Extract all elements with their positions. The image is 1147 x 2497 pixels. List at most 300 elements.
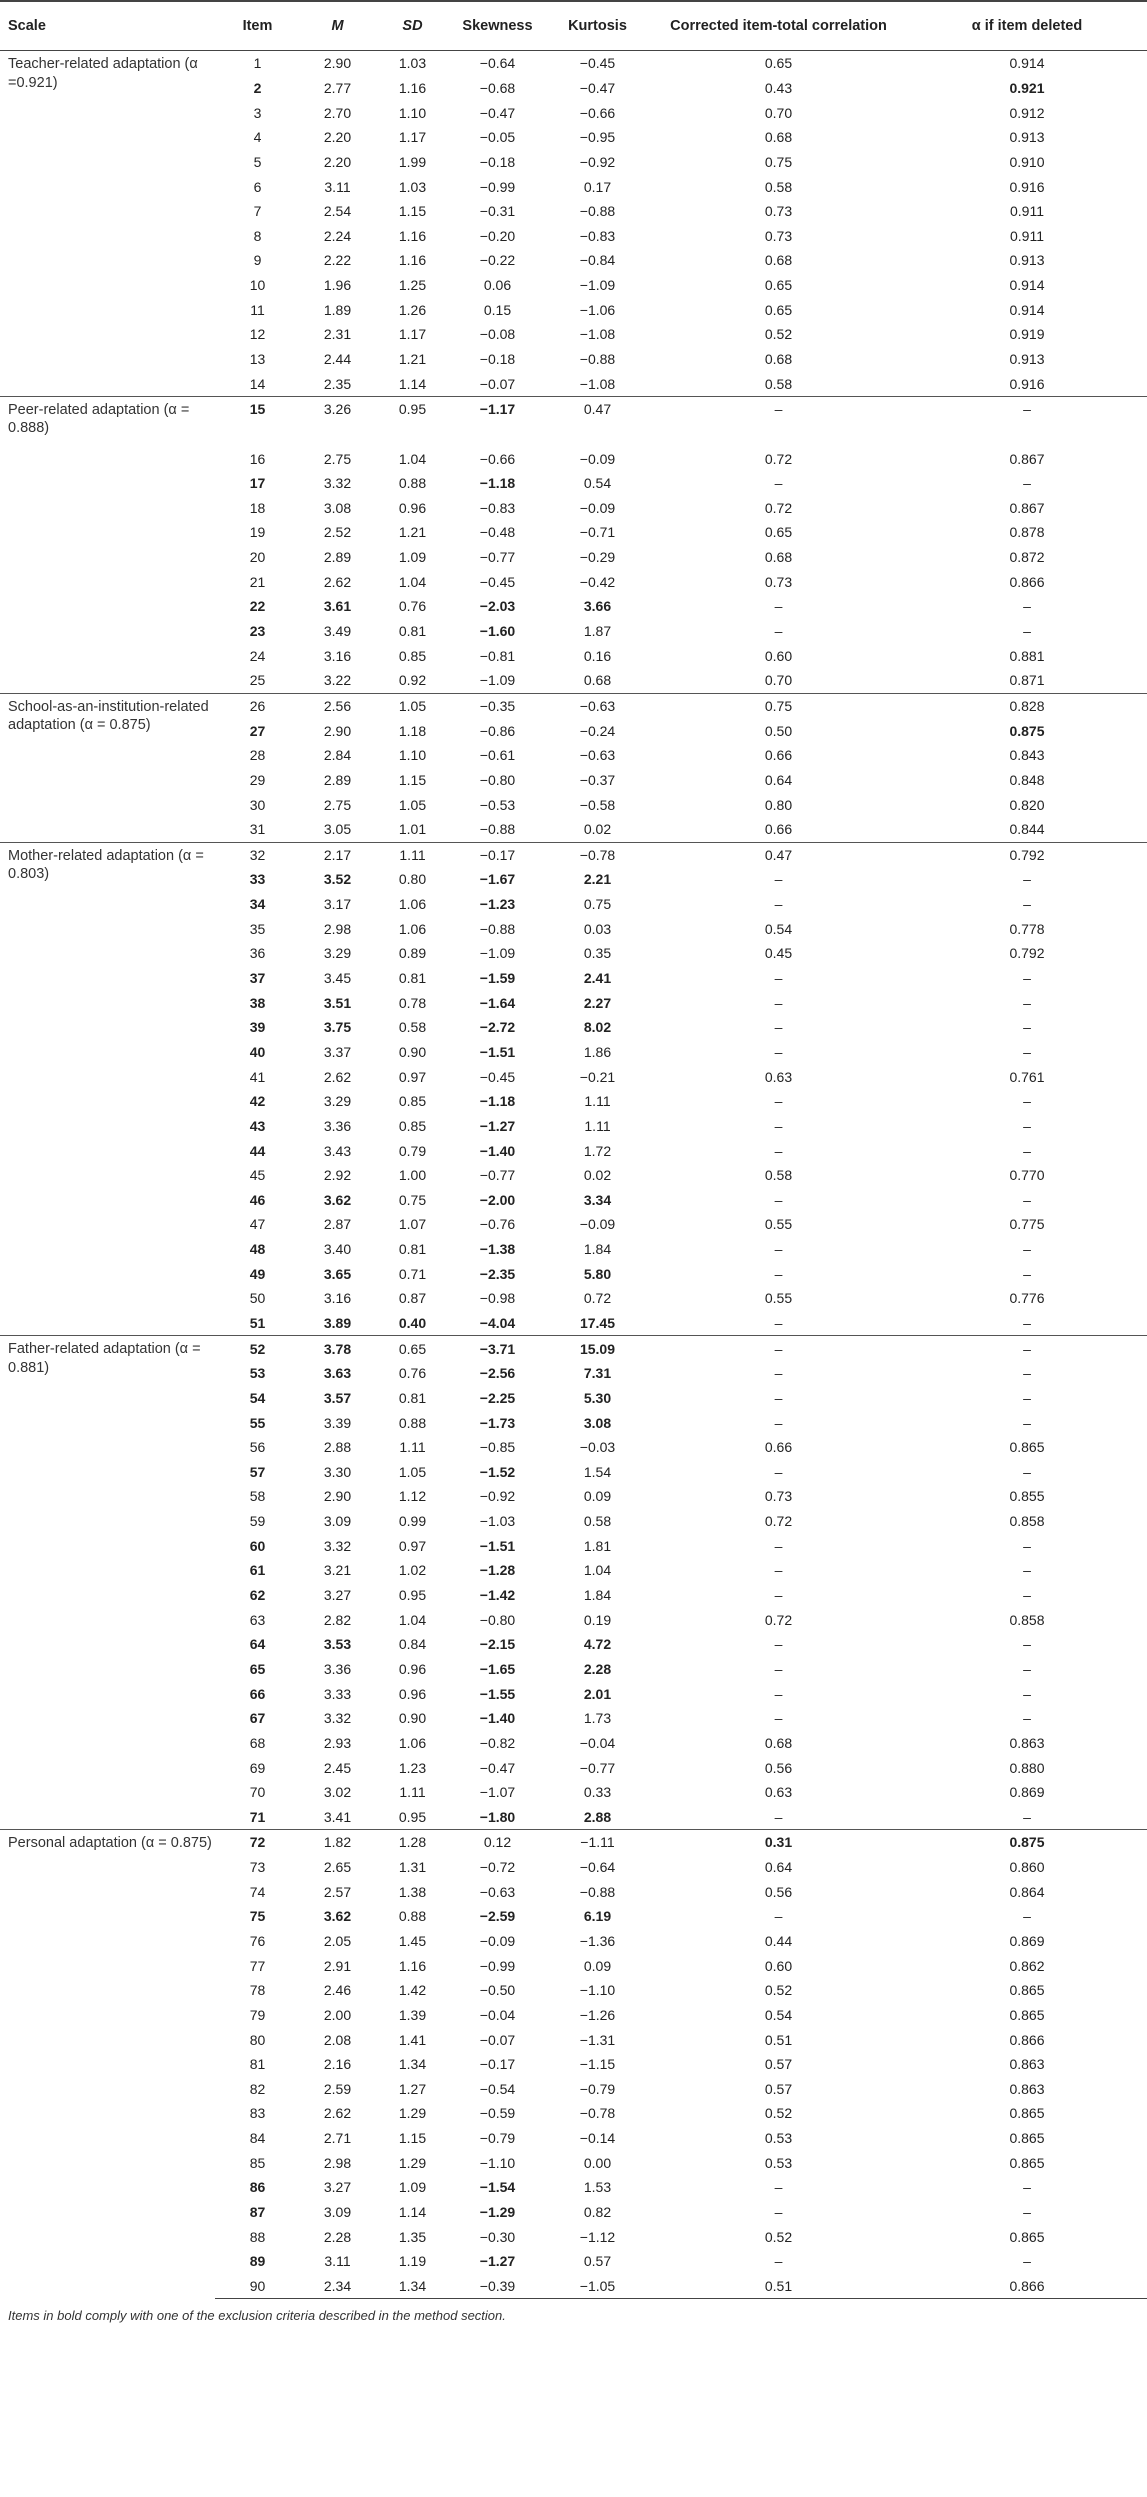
- alpha-if-deleted-cell: 0.881: [1009, 647, 1045, 664]
- kurtosis-cell: −0.47: [579, 79, 616, 96]
- sd-cell: 0.80: [398, 871, 427, 888]
- alpha-if-deleted-cell: –: [1023, 1389, 1031, 1406]
- item-cell: 42: [249, 1093, 266, 1110]
- item-cell: 36: [249, 945, 266, 962]
- sd-cell: 0.90: [398, 1043, 427, 1060]
- kurtosis-cell: 1.81: [583, 1537, 612, 1554]
- kurtosis-cell: 2.41: [583, 970, 612, 987]
- item-total-correlation-cell: –: [774, 1191, 783, 1208]
- sd-cell: 0.95: [398, 1587, 427, 1604]
- kurtosis-cell: 0.09: [583, 1488, 612, 1505]
- skewness-cell: −2.25: [479, 1389, 516, 1406]
- item-cell: 65: [249, 1660, 266, 1677]
- mean-cell: 2.77: [323, 79, 352, 96]
- sd-cell: 0.88: [398, 475, 427, 492]
- item-total-correlation-cell: –: [774, 2204, 783, 2221]
- item-total-correlation-cell: 0.51: [764, 2031, 793, 2048]
- mean-cell: 3.16: [323, 1290, 352, 1307]
- skewness-cell: −1.29: [479, 2204, 516, 2221]
- skewness-cell: −0.85: [479, 1439, 516, 1456]
- alpha-if-deleted-cell: 0.916: [1009, 375, 1045, 392]
- kurtosis-cell: −0.83: [579, 227, 616, 244]
- item-total-correlation-cell: 0.73: [764, 1488, 793, 1505]
- sd-cell: 1.28: [375, 1830, 450, 1855]
- item-cell: 70: [249, 1784, 266, 1801]
- skewness-cell: −0.82: [479, 1734, 516, 1751]
- item-total-correlation-cell: –: [774, 1314, 783, 1331]
- skewness-cell: −0.53: [479, 796, 516, 813]
- kurtosis-cell: −0.45: [579, 55, 616, 72]
- item-cell: 68: [249, 1734, 266, 1751]
- kurtosis-cell: 8.02: [583, 1019, 612, 1036]
- alpha-if-deleted-cell: –: [1023, 1587, 1031, 1604]
- skewness-cell: −0.45: [479, 573, 516, 590]
- item-total-correlation-cell: 0.68: [764, 1734, 793, 1751]
- alpha-if-deleted-cell: –: [1023, 1636, 1031, 1653]
- mean-cell: 3.49: [323, 623, 352, 640]
- item-cell: 71: [249, 1808, 266, 1825]
- mean-cell: 3.45: [323, 970, 352, 987]
- item-total-correlation-cell: –: [774, 2253, 783, 2270]
- mean-cell: 3.65: [323, 1265, 352, 1282]
- alpha-if-deleted-cell: 0.872: [1009, 549, 1045, 566]
- item-total-correlation-cell: –: [774, 1093, 783, 1110]
- sd-cell: 1.23: [398, 1759, 427, 1776]
- mean-cell: 3.89: [323, 1314, 352, 1331]
- item-cell: 44: [249, 1142, 266, 1159]
- skewness-cell: −0.80: [479, 1611, 516, 1628]
- sd-cell: 1.15: [398, 203, 427, 220]
- skewness-cell: −4.04: [479, 1314, 516, 1331]
- skewness-cell: −1.28: [479, 1562, 516, 1579]
- mean-cell: 2.24: [323, 227, 352, 244]
- item-cell: 30: [249, 796, 266, 813]
- sd-cell: 0.87: [398, 1290, 427, 1307]
- item-cell: 46: [249, 1191, 266, 1208]
- item-total-correlation-cell: 0.52: [764, 326, 793, 343]
- item-cell: 16: [249, 450, 266, 467]
- skewness-cell: −0.07: [479, 375, 516, 392]
- mean-cell: 2.59: [323, 2080, 352, 2097]
- skewness-cell: −0.54: [479, 2080, 516, 2097]
- alpha-if-deleted-cell: 0.862: [1009, 1957, 1045, 1974]
- sd-cell: 1.25: [398, 277, 427, 294]
- item-cell: 67: [249, 1710, 266, 1727]
- kurtosis-cell: −0.63: [579, 747, 616, 764]
- sd-cell: 1.11: [399, 1439, 426, 1456]
- sd-cell: 1.01: [398, 821, 427, 838]
- sd-cell: 1.06: [398, 1734, 427, 1751]
- item-cell: 34: [249, 896, 266, 913]
- item-total-correlation-cell: 0.52: [764, 1982, 793, 1999]
- sd-cell: 1.45: [398, 1933, 427, 1949]
- item-total-correlation-cell: 0.58: [764, 178, 793, 195]
- mean-cell: 2.87: [323, 1216, 352, 1233]
- sd-cell: 1.21: [398, 524, 427, 541]
- alpha-if-deleted-cell: 0.866: [907, 2274, 1147, 2299]
- alpha-if-deleted-cell: 0.792: [907, 842, 1147, 867]
- sd-cell: 1.29: [398, 2154, 427, 2171]
- mean-cell: 2.91: [323, 1957, 352, 1974]
- item-total-correlation-cell: –: [774, 896, 783, 913]
- table-row: [0, 51, 1147, 76]
- skewness-cell: −1.03: [479, 1513, 516, 1530]
- sd-cell: 1.11: [375, 842, 450, 867]
- scale-label: Personal adaptation (α = 0.875): [0, 1830, 215, 2299]
- header-corrected-item-total: Corrected item-total correlation: [650, 1, 907, 51]
- sd-cell: 0.81: [398, 970, 427, 987]
- alpha-if-deleted-cell: –: [1023, 1093, 1031, 1110]
- skewness-cell: −1.73: [479, 1414, 516, 1431]
- item-cell: 79: [249, 2006, 266, 2023]
- skewness-cell: −0.59: [479, 2105, 516, 2122]
- sd-cell: 1.42: [398, 1982, 427, 1999]
- alpha-if-deleted-cell: 0.880: [1009, 1759, 1045, 1776]
- item-cell: 78: [249, 1982, 266, 1999]
- mean-cell: 2.16: [323, 2056, 352, 2073]
- kurtosis-cell: 15.09: [545, 1336, 650, 1361]
- item-cell: 28: [249, 747, 266, 764]
- kurtosis-cell: 0.09: [583, 1957, 612, 1974]
- skewness-cell: −0.48: [479, 524, 516, 541]
- mean-cell: 3.39: [323, 1414, 352, 1431]
- kurtosis-cell: 2.88: [583, 1808, 612, 1825]
- kurtosis-cell: −1.06: [579, 301, 616, 318]
- alpha-if-deleted-cell: 0.914: [1009, 301, 1045, 318]
- alpha-if-deleted-cell: –: [1023, 970, 1031, 987]
- skewness-cell: −0.31: [479, 203, 516, 220]
- kurtosis-cell: −0.64: [579, 1859, 616, 1876]
- skewness-cell: −0.88: [479, 821, 516, 838]
- mean-cell: 3.09: [323, 2204, 352, 2221]
- sd-cell: 0.92: [398, 672, 427, 689]
- sd-cell: 0.81: [398, 1241, 427, 1258]
- sd-cell: 0.81: [398, 1389, 427, 1406]
- item-cell: 8: [253, 227, 262, 244]
- kurtosis-cell: −0.42: [579, 573, 616, 590]
- item-cell: 59: [249, 1513, 266, 1530]
- kurtosis-cell: −0.88: [579, 203, 616, 220]
- mean-cell: 3.53: [323, 1636, 352, 1653]
- item-cell: 35: [249, 920, 266, 937]
- item-total-correlation-cell: 0.73: [764, 573, 793, 590]
- sd-cell: 1.16: [398, 252, 427, 269]
- alpha-if-deleted-cell: –: [1023, 1191, 1031, 1208]
- skewness-cell: −1.07: [479, 1784, 516, 1801]
- item-total-correlation-cell: 0.72: [764, 450, 793, 467]
- mean-cell: 2.20: [323, 153, 352, 170]
- skewness-cell: −0.17: [450, 842, 545, 867]
- sd-cell: 1.15: [398, 771, 427, 788]
- item-total-correlation-cell: 0.66: [764, 1439, 793, 1456]
- kurtosis-cell: −0.37: [579, 771, 616, 788]
- item-total-correlation-cell: 0.55: [764, 1216, 793, 1233]
- item-total-correlation-cell: 0.64: [764, 1859, 793, 1876]
- mean-cell: 2.35: [323, 375, 352, 392]
- kurtosis-cell: −0.04: [579, 1734, 616, 1751]
- item-cell: 20: [249, 549, 266, 566]
- mean-cell: 1.96: [323, 277, 352, 294]
- item-cell: 88: [249, 2228, 266, 2245]
- alpha-if-deleted-cell: 0.843: [1009, 747, 1045, 764]
- sd-cell: 1.06: [398, 896, 427, 913]
- item-total-correlation-cell: –: [650, 1336, 907, 1361]
- skewness-cell: −0.09: [479, 1933, 516, 1949]
- item-cell: 74: [249, 1883, 266, 1900]
- kurtosis-cell: −0.78: [545, 842, 650, 867]
- kurtosis-cell: [545, 422, 650, 447]
- alpha-if-deleted-cell: 0.865: [1009, 2006, 1045, 2023]
- alpha-if-deleted-cell: –: [1023, 1019, 1031, 1036]
- kurtosis-cell: 0.02: [583, 821, 612, 838]
- item-cell: 85: [249, 2154, 266, 2171]
- sd-cell: 0.85: [398, 647, 427, 664]
- kurtosis-cell: 17.45: [579, 1314, 616, 1331]
- skewness-cell: −1.64: [479, 994, 516, 1011]
- sd-cell: 1.17: [398, 129, 427, 146]
- mean-cell: 2.90: [323, 722, 352, 739]
- sd-cell: 1.09: [398, 2179, 427, 2196]
- item-total-correlation-cell: 0.58: [764, 375, 793, 392]
- header-alpha-if-deleted: α if item deleted: [907, 1, 1147, 51]
- alpha-if-deleted-cell: 0.921: [1009, 79, 1045, 96]
- mean-cell: 2.31: [323, 326, 352, 343]
- skewness-cell: −0.83: [479, 499, 516, 516]
- item-total-correlation-cell: 0.73: [764, 227, 793, 244]
- item-total-correlation-cell: 0.56: [764, 1759, 793, 1776]
- table-row: [0, 842, 1147, 867]
- alpha-if-deleted-cell: –: [1023, 1808, 1031, 1825]
- kurtosis-cell: −0.88: [579, 1883, 616, 1900]
- sd-cell: 0.40: [398, 1314, 427, 1331]
- mean-cell: 2.93: [323, 1734, 352, 1751]
- item-total-correlation-cell: 0.72: [764, 1513, 793, 1530]
- kurtosis-cell: 0.33: [583, 1784, 612, 1801]
- sd-cell: 1.11: [399, 1784, 426, 1801]
- mean-cell: 1.89: [323, 301, 352, 318]
- item-total-correlation-cell: –: [774, 871, 783, 888]
- item-cell: 25: [249, 672, 266, 689]
- item-total-correlation-cell: –: [774, 1365, 783, 1382]
- skewness-cell: −1.51: [479, 1043, 516, 1060]
- item-total-correlation-cell: –: [774, 1117, 783, 1134]
- item-cell: 45: [249, 1167, 266, 1184]
- skewness-cell: −1.51: [479, 1537, 516, 1554]
- item-total-correlation-cell: 0.47: [650, 842, 907, 867]
- skewness-cell: −0.04: [479, 2006, 516, 2023]
- mean-cell: 2.45: [323, 1759, 352, 1776]
- item-cell: 72: [215, 1830, 300, 1855]
- item-total-correlation-cell: 0.51: [650, 2274, 907, 2299]
- alpha-if-deleted-cell: –: [1023, 1660, 1031, 1677]
- skewness-cell: 0.15: [483, 301, 512, 318]
- item-cell: 2: [253, 79, 262, 96]
- scale-label: Mother-related adaptation (α = 0.803): [0, 842, 215, 1336]
- item-total-correlation-cell: 0.56: [764, 1883, 793, 1900]
- header-scale: Scale: [0, 1, 215, 51]
- alpha-if-deleted-cell: 0.775: [1009, 1216, 1045, 1233]
- mean-cell: 3.51: [323, 994, 352, 1011]
- item-total-correlation-cell: –: [774, 1389, 783, 1406]
- sd-cell: 1.10: [398, 104, 427, 121]
- mean-cell: 2.56: [300, 693, 375, 718]
- sd-cell: 0.96: [398, 1685, 427, 1702]
- item-cell: 50: [249, 1290, 266, 1307]
- item-cell: 41: [249, 1068, 266, 1085]
- kurtosis-cell: −0.24: [579, 722, 616, 739]
- skewness-cell: −0.07: [479, 2031, 516, 2048]
- skewness-cell: −0.45: [479, 1068, 516, 1085]
- sd-cell: 1.39: [398, 2006, 427, 2023]
- mean-cell: 3.57: [323, 1389, 352, 1406]
- item-cell: 14: [249, 375, 266, 392]
- sd-cell: 0.96: [398, 1660, 427, 1677]
- alpha-if-deleted-cell: 0.792: [1009, 945, 1045, 962]
- skewness-cell: −0.64: [479, 55, 516, 72]
- mean-cell: 2.89: [323, 771, 352, 788]
- alpha-if-deleted-cell: –: [1023, 1241, 1031, 1258]
- sd-cell: 1.31: [398, 1859, 427, 1876]
- sd-cell: 0.78: [398, 994, 427, 1011]
- skewness-cell: −0.77: [479, 1167, 516, 1184]
- item-total-correlation-cell: 0.50: [764, 722, 793, 739]
- sd-cell: 1.03: [398, 55, 427, 72]
- mean-cell: 2.00: [323, 2006, 352, 2023]
- mean-cell: 2.22: [323, 252, 352, 269]
- mean-cell: 3.32: [323, 475, 352, 492]
- mean-cell: 2.46: [323, 1982, 352, 1999]
- sd-cell: 0.95: [375, 396, 450, 421]
- item-cell: 57: [249, 1463, 266, 1480]
- alpha-if-deleted-cell: 0.910: [1009, 153, 1045, 170]
- alpha-if-deleted-cell: –: [1023, 1365, 1031, 1382]
- mean-cell: 2.05: [323, 1933, 352, 1949]
- skewness-cell: −0.20: [479, 227, 516, 244]
- mean-cell: 2.70: [323, 104, 352, 121]
- sd-cell: 1.07: [398, 1216, 427, 1233]
- sd-cell: 0.71: [398, 1265, 427, 1282]
- alpha-if-deleted-cell: 0.761: [1009, 1068, 1045, 1085]
- kurtosis-cell: 2.27: [583, 994, 612, 1011]
- skewness-cell: −1.10: [479, 2154, 516, 2171]
- sd-cell: 1.04: [398, 450, 427, 467]
- table-footnote: Items in bold comply with one of the exclusion criteria described in the method section.: [8, 2308, 506, 2324]
- skewness-cell: −1.27: [479, 1117, 516, 1134]
- alpha-if-deleted-cell: –: [1023, 871, 1031, 888]
- item-total-correlation-cell: 0.68: [764, 252, 793, 269]
- skewness-cell: −0.18: [479, 351, 516, 367]
- item-cell: 11: [250, 301, 265, 318]
- skewness-cell: −0.80: [479, 771, 516, 788]
- mean-cell: 2.44: [323, 351, 352, 367]
- alpha-if-deleted-cell: –: [1023, 2253, 1031, 2270]
- sd-cell: 1.04: [398, 1611, 427, 1628]
- item-total-correlation-cell: 0.80: [764, 796, 793, 813]
- item-total-correlation-cell: 0.68: [764, 129, 793, 146]
- item-cell: 13: [249, 351, 266, 367]
- skewness-cell: −1.17: [450, 396, 545, 421]
- item-total-correlation-cell: 0.66: [764, 821, 793, 838]
- item-cell: 87: [249, 2204, 266, 2221]
- sd-cell: 0.76: [398, 598, 427, 615]
- item-cell: 63: [249, 1611, 266, 1628]
- alpha-if-deleted-cell: 0.858: [1009, 1513, 1045, 1530]
- sd-cell: 1.34: [398, 2056, 427, 2073]
- sd-cell: 1.99: [398, 153, 427, 170]
- kurtosis-cell: 0.16: [583, 647, 612, 664]
- alpha-if-deleted-cell: 0.864: [1009, 1883, 1045, 1900]
- skewness-cell: −1.67: [479, 871, 516, 888]
- skewness-cell: −1.42: [479, 1587, 516, 1604]
- kurtosis-cell: −0.78: [579, 2105, 616, 2122]
- skewness-cell: −0.77: [479, 549, 516, 566]
- sd-cell: 1.18: [398, 722, 427, 739]
- skewness-cell: −0.86: [479, 722, 516, 739]
- mean-cell: 3.61: [323, 598, 352, 615]
- scale-label: School-as-an-institution-related adaptation (α = 0.875): [0, 693, 215, 842]
- skewness-cell: −2.59: [479, 1908, 516, 1925]
- item-total-correlation-cell: –: [650, 396, 907, 421]
- kurtosis-cell: 3.34: [583, 1191, 612, 1208]
- sd-cell: 1.09: [398, 549, 427, 566]
- scale-label: Father-related adaptation (α = 0.881): [0, 1336, 215, 1830]
- mean-cell: 3.11: [324, 2253, 351, 2270]
- skewness-cell: −0.18: [479, 153, 516, 170]
- mean-cell: 2.98: [323, 2154, 352, 2171]
- sd-cell: 0.85: [398, 1093, 427, 1110]
- sd-cell: 1.12: [398, 1488, 427, 1505]
- item-cell: 58: [249, 1488, 266, 1505]
- sd-cell: 1.19: [398, 2253, 427, 2270]
- alpha-if-deleted-cell: 0.913: [1009, 351, 1045, 367]
- sd-cell: 1.14: [398, 375, 427, 392]
- item-total-correlation-cell: 0.70: [764, 104, 793, 121]
- mean-cell: 3.30: [323, 1463, 352, 1480]
- kurtosis-cell: 1.54: [583, 1463, 612, 1480]
- alpha-if-deleted-cell: 0.916: [1009, 178, 1045, 195]
- skewness-cell: −0.99: [479, 178, 516, 195]
- skewness-cell: −0.76: [479, 1216, 516, 1233]
- item-cell: 61: [249, 1562, 266, 1579]
- skewness-cell: −0.99: [479, 1957, 516, 1974]
- item-total-correlation-cell: 0.43: [764, 79, 793, 96]
- kurtosis-cell: −0.58: [579, 796, 616, 813]
- skewness-cell: −0.66: [479, 450, 516, 467]
- scale-label: Peer-related adaptation (α = 0.888): [0, 396, 215, 693]
- item-cell: 83: [249, 2105, 266, 2122]
- sd-cell: 1.05: [375, 693, 450, 718]
- item-total-correlation-cell: 0.63: [764, 1784, 793, 1801]
- item-total-correlation-cell: 0.65: [764, 524, 793, 541]
- alpha-if-deleted-cell: 0.912: [1009, 104, 1045, 121]
- mean-cell: 2.82: [323, 1611, 352, 1628]
- header-skewness: Skewness: [450, 1, 545, 51]
- alpha-if-deleted-cell: 0.863: [1009, 2056, 1045, 2073]
- skewness-cell: −0.81: [479, 647, 516, 664]
- item-total-correlation-cell: 0.31: [650, 1830, 907, 1855]
- sd-cell: 0.58: [398, 1019, 427, 1036]
- alpha-if-deleted-cell: 0.866: [1009, 573, 1045, 590]
- item-total-correlation-cell: –: [774, 1660, 783, 1677]
- sd-cell: 0.97: [398, 1068, 427, 1085]
- alpha-if-deleted-cell: 0.867: [1009, 450, 1045, 467]
- skewness-cell: −0.05: [479, 129, 516, 146]
- skewness-cell: −1.40: [479, 1142, 516, 1159]
- item-cell: 73: [249, 1859, 266, 1876]
- sd-cell: 1.35: [398, 2228, 427, 2245]
- kurtosis-cell: 0.57: [583, 2253, 612, 2270]
- header-row: [0, 1, 1147, 51]
